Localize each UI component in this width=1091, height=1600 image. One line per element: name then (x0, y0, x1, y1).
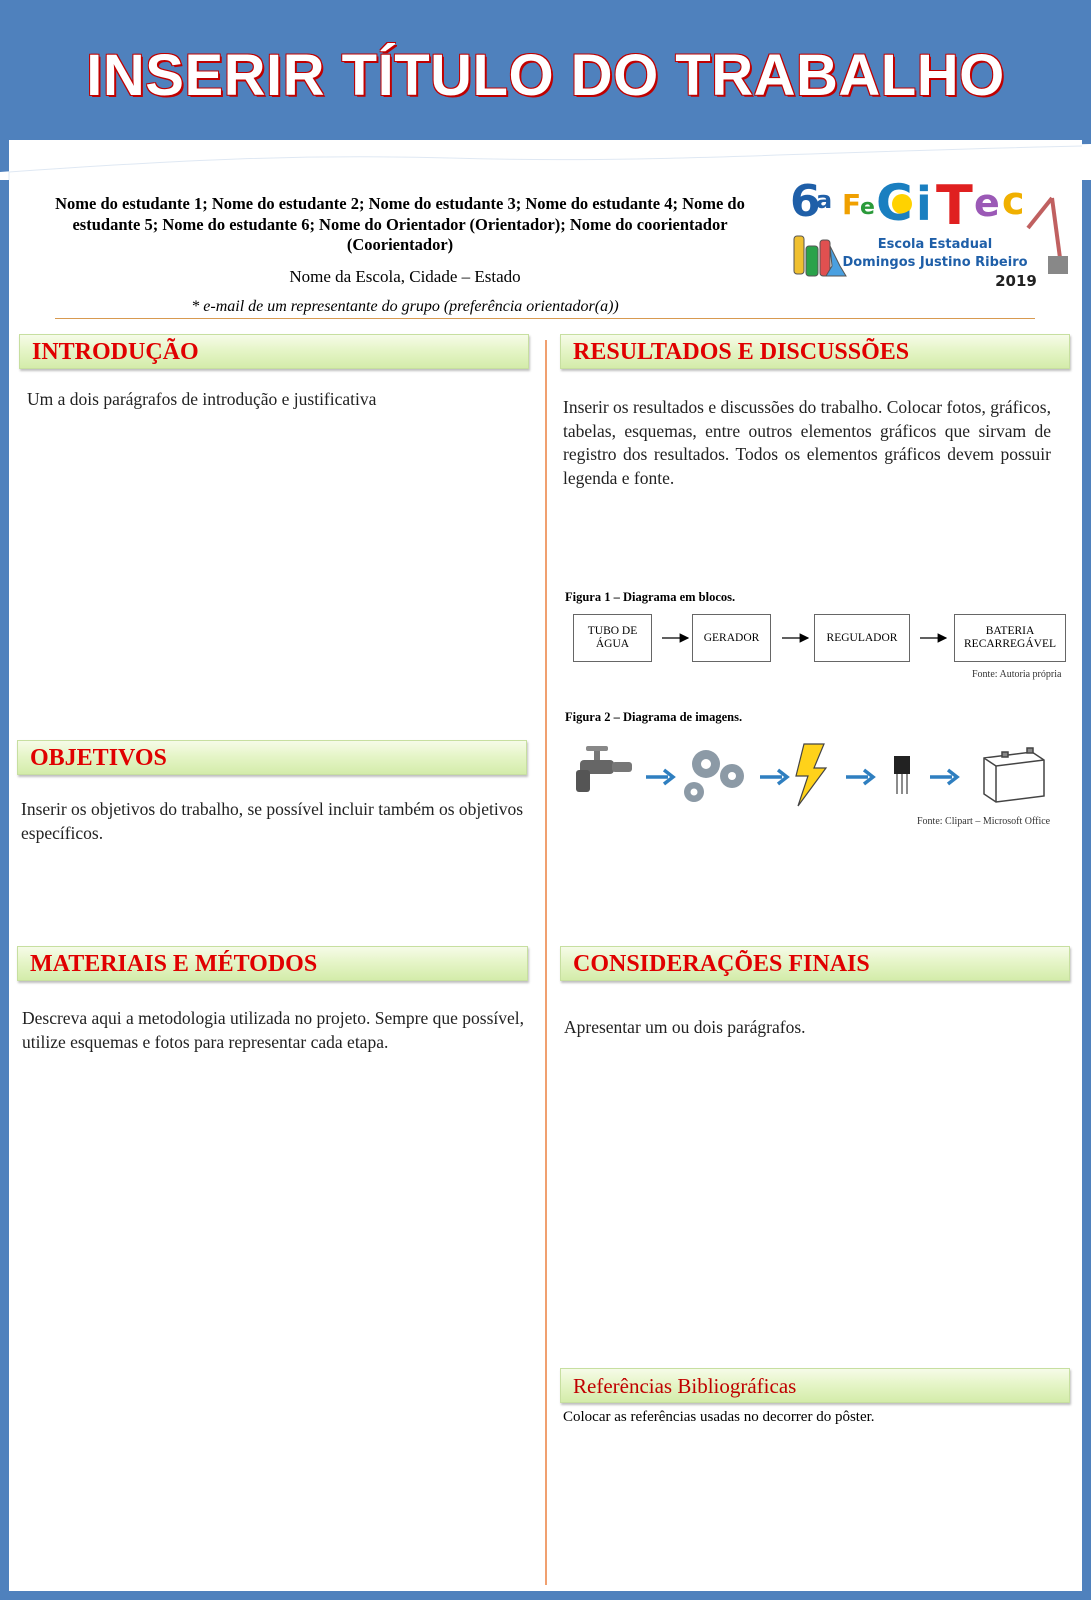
introducao-text: Um a dois parágrafos de introdução e justificativa (27, 389, 377, 409)
block-gerador: GERADOR (692, 614, 771, 662)
svg-text:a: a (816, 186, 833, 214)
arrow-icon-2 (760, 770, 787, 784)
consideracoes-heading: CONSIDERAÇÕES FINAIS (560, 946, 1070, 981)
block-bateria: BATERIA RECARREGÁVEL (954, 614, 1066, 662)
svg-text:i: i (916, 177, 932, 231)
svg-text:e: e (974, 181, 1000, 225)
poster-title: INSERIR TÍTULO DO TRABALHO (86, 43, 1005, 108)
consideracoes-text: Apresentar um ou dois parágrafos. (564, 1017, 806, 1037)
objetivos-text: Inserir os objetivos do trabalho, se possível incluir também os objetivos específicos. (21, 799, 524, 843)
block-regulador: REGULADOR (814, 614, 910, 662)
referencias-heading: Referências Bibliográficas (560, 1368, 1070, 1403)
arrow-icon-3 (846, 770, 873, 784)
resultados-heading: RESULTADOS E DISCUSSÕES (560, 334, 1070, 369)
objetivos-heading: OBJETIVOS (17, 740, 527, 775)
logo-school-line2: Domingos Justino Ribeiro (842, 255, 1028, 270)
svg-text:C: C (876, 174, 913, 232)
svg-text:c: c (1002, 179, 1025, 223)
introducao-heading: INTRODUÇÃO (19, 334, 529, 369)
school-info: Nome da Escola, Cidade – Estado (289, 267, 521, 286)
figure1-arrows (650, 630, 1070, 646)
fecitec-logo (790, 158, 1075, 298)
materiais-text: Descreva aqui a metodologia utilizada no projeto. Sempre que possível, utilize esquemas e fotos para representar cada etapa. (22, 1008, 525, 1052)
contact-email: * e-mail de um representante do grupo (preferência orientador(a)) (191, 298, 619, 315)
arrow-icon-1 (646, 770, 673, 784)
svg-text:F: F (842, 188, 862, 221)
figure2-source: Fonte: Clipart – Microsoft Office (917, 816, 1051, 827)
arrow-icon-4 (930, 770, 957, 784)
gears-icon (684, 750, 744, 802)
svg-text:6: 6 (790, 176, 821, 227)
logo-school-line1: Escola Estadual (877, 237, 993, 252)
authors-list: Nome do estudante 1; Nome do estudante 2; Nome do estudante 3; Nome do estudante 4; Nome do estudante 5; Nome do estudante 6; Nome do Orientador (Orientador); Nome do coorientador (Coorientador) (55, 194, 745, 254)
logo-year: 2019 (995, 272, 1037, 290)
resultados-text: Inserir os resultados e discussões do trabalho. Colocar fotos, gráficos, tabelas, esquemas, entre outros elementos gráficos que sirvam de registro dos resultados. Todos os elementos gráficos devem possuir legenda e fonte. (563, 397, 1051, 488)
svg-text:e: e (860, 195, 875, 220)
battery-icon (984, 748, 1044, 802)
materiais-heading: MATERIAIS E MÉTODOS (17, 946, 528, 981)
block-tubo-agua: TUBO DE ÁGUA (573, 614, 652, 662)
header-divider (55, 318, 1035, 319)
lightning-icon (796, 744, 826, 806)
figure1-caption: Figura 1 – Diagrama em blocos. (565, 590, 736, 604)
figure1-source: Fonte: Autoria própria (972, 669, 1062, 680)
figure2-diagram (572, 742, 1062, 812)
figure2-caption: Figura 2 – Diagrama de imagens. (565, 710, 743, 724)
transistor-icon (894, 756, 910, 794)
svg-text:T: T (936, 174, 973, 237)
referencias-text: Colocar as referências usadas no decorrer do pôster. (563, 1409, 875, 1425)
faucet-icon (576, 746, 632, 792)
column-divider (545, 340, 547, 1585)
